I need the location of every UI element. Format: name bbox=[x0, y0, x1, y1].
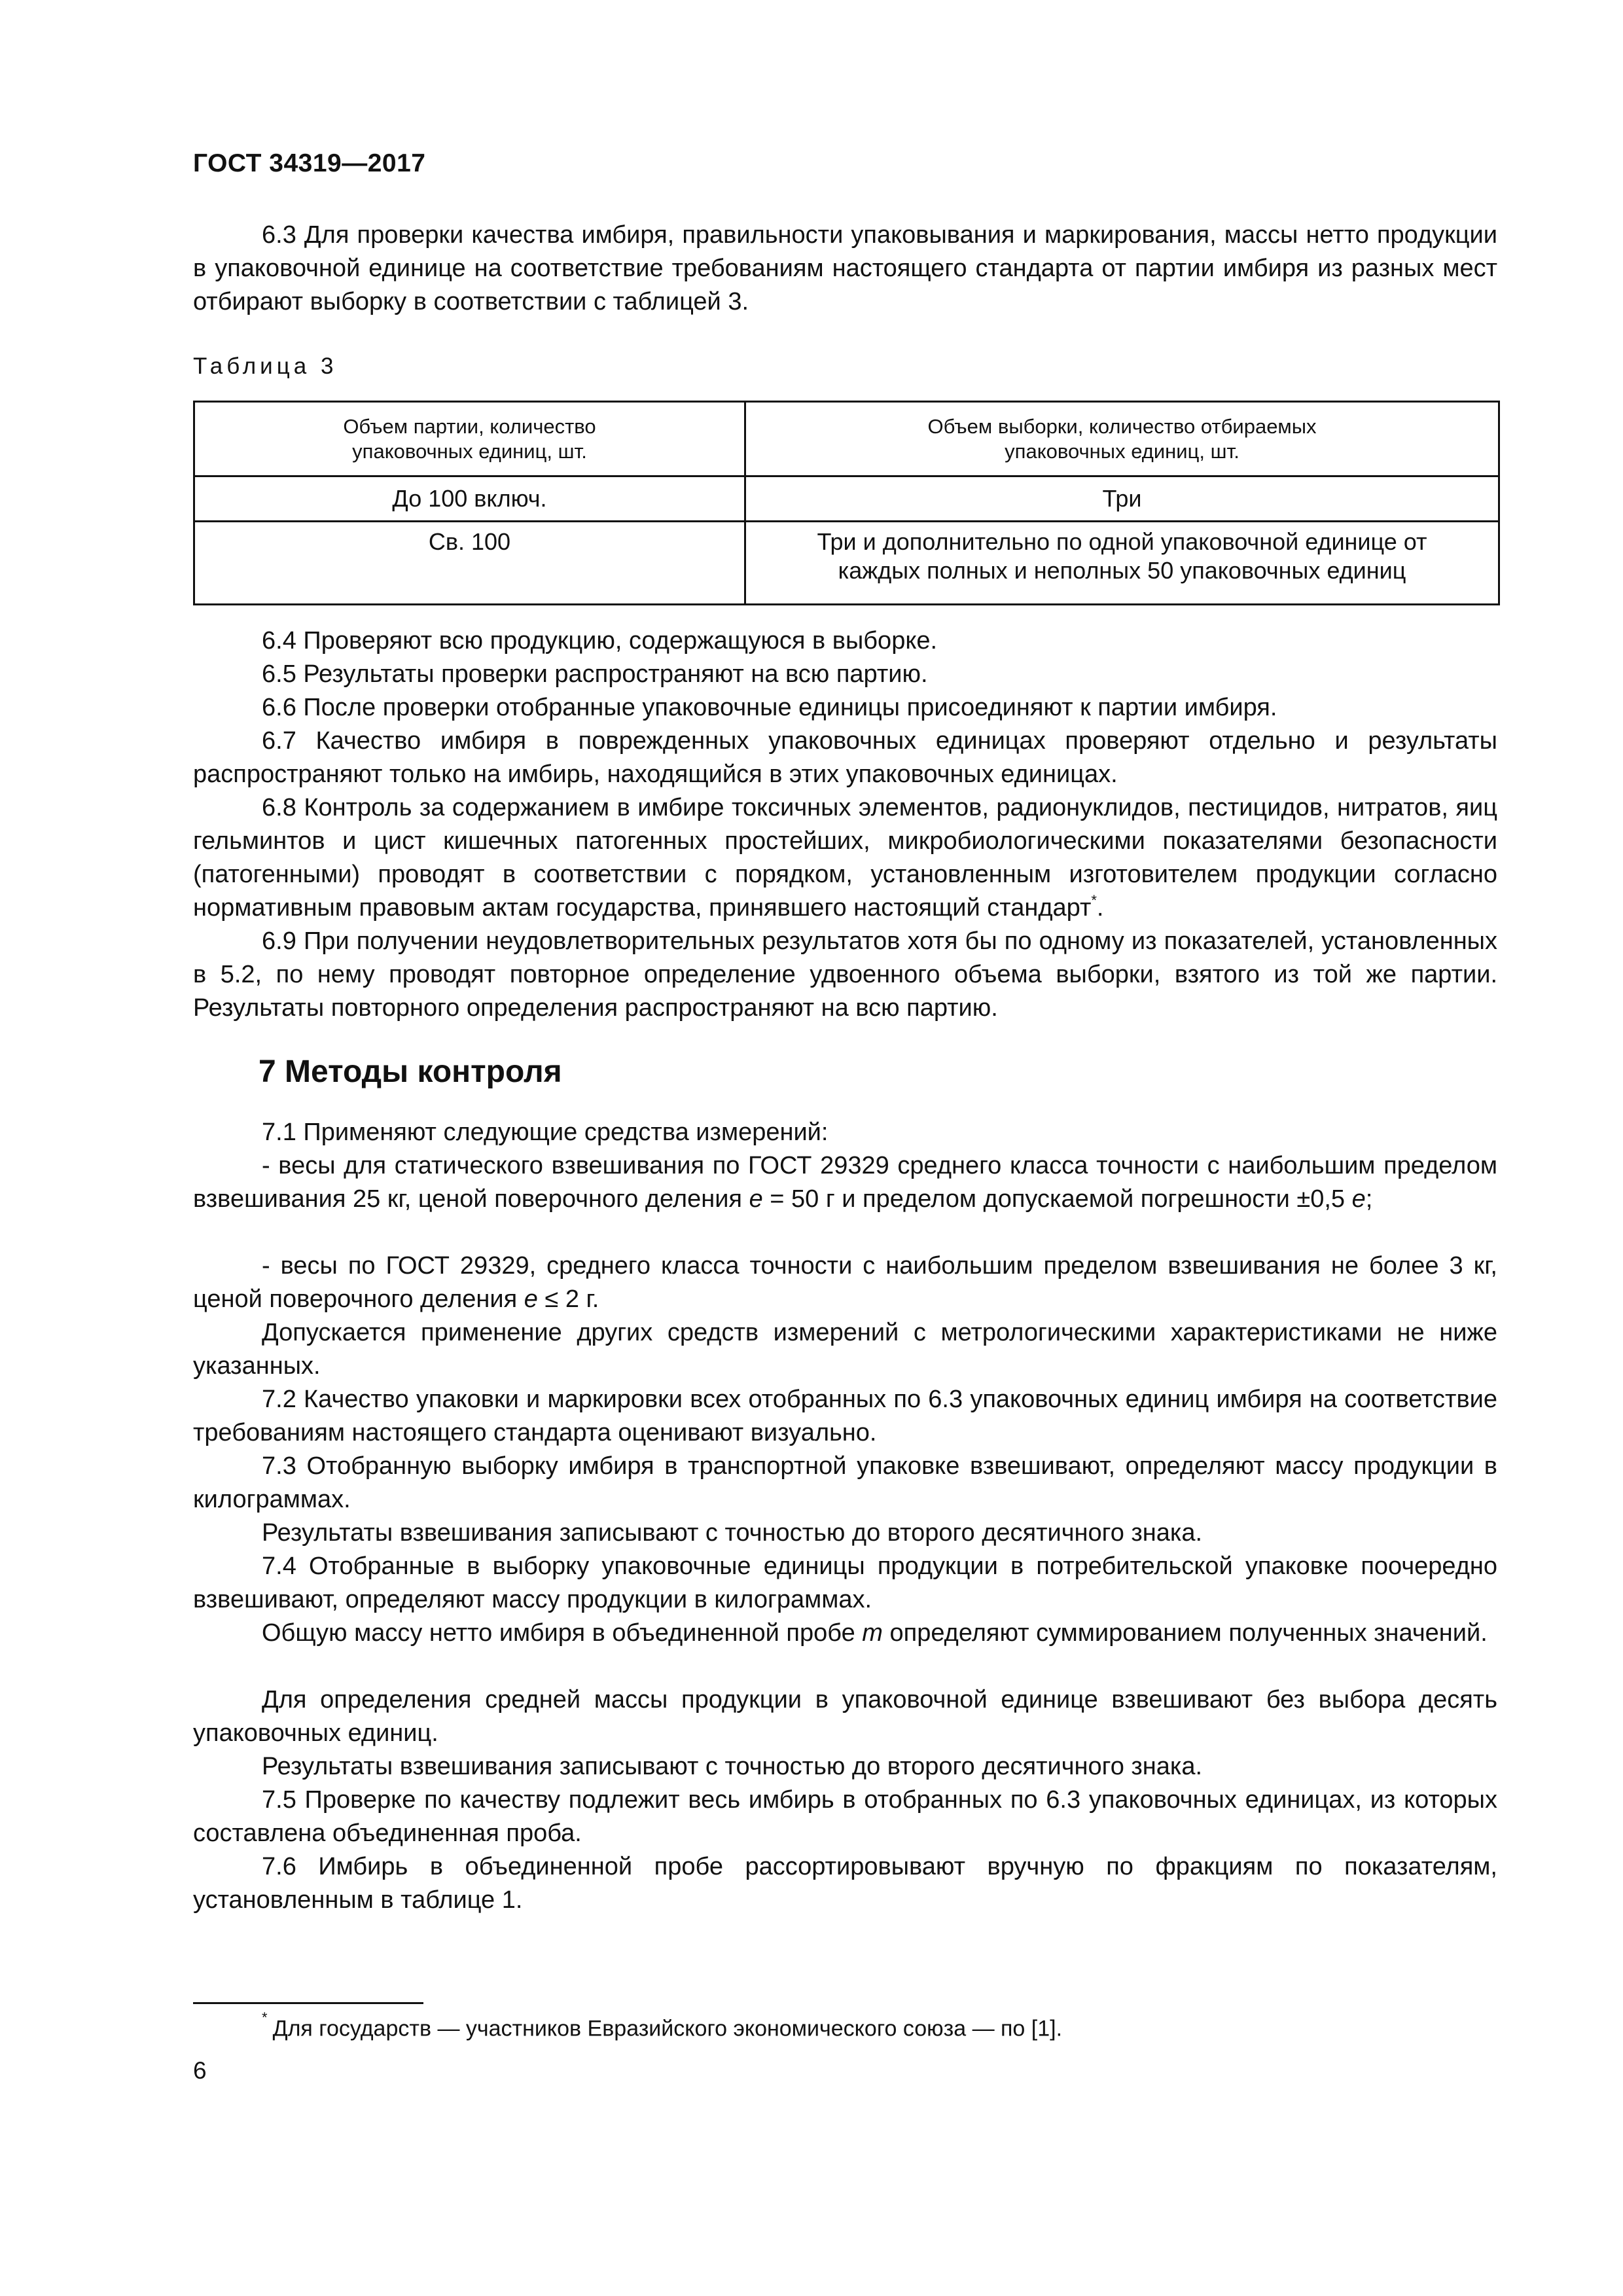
paragraph-6-9: 6.9 При получении неудовлетворительных результатов хотя бы по одному из показателей, установленных в 5.2, по нему проводят повторное определение удвоенного объема выборки, взятого из той же партии. Результаты повторного определения распространяют на всю партию. bbox=[193, 927, 1497, 1022]
variable-m: m bbox=[862, 1619, 883, 1647]
table-cell: До 100 включ. bbox=[194, 476, 745, 522]
paragraph-7-4-results: Результаты взвешивания записывают с точностью до второго десятичного знака. bbox=[262, 1753, 1203, 1780]
footnote-divider bbox=[193, 2002, 423, 2004]
variable-e: е bbox=[749, 1185, 763, 1213]
paragraph-7-3: 7.3 Отобранную выборку имбиря в транспортной упаковке взвешивают, определяют массу продукции в килограммах. bbox=[193, 1452, 1497, 1513]
document-header: ГОСТ 34319—2017 bbox=[193, 149, 426, 177]
table-3 bbox=[193, 401, 1500, 605]
paragraph-6-8-text: 6.8 Контроль за содержанием в имбире токсичных элементов, радионуклидов, пестицидов, нитратов, яиц гельминтов и цист кишечных патогенных простейших, микробиологическими показателями безопасности (патогенными) проводят в соответствии с порядком, установленным изготовителем продукции согласно нормативным правовым актам государства, принявшего настоящий стандарт bbox=[193, 794, 1497, 922]
footnote bbox=[262, 2009, 1063, 2041]
paragraph-7-6: 7.6 Имбирь в объединенной пробе рассортировывают вручную по фракциям по показателям, установленным в таблице 1. bbox=[193, 1853, 1497, 1914]
paragraph-7-1: 7.1 Применяют следующие средства измерений: bbox=[262, 1119, 829, 1146]
paragraph-7-5: 7.5 Проверке по качеству подлежит весь имбирь в отобранных по 6.3 упаковочных единицах, из которых составлена объединенная проба. bbox=[193, 1786, 1497, 1847]
footnote-text: Для государств — участников Евразийского экономического союза — по [1]. bbox=[272, 2016, 1063, 2041]
paragraph-7-4-total-mass bbox=[193, 1617, 1497, 1650]
paragraph-6-8-end: . bbox=[1096, 894, 1104, 922]
section-title: 7 Методы контроля bbox=[259, 1054, 562, 1089]
table-cell: Три и дополнительно по одной упаковочной единице от каждых полных и неполных 50 упаковочных единиц bbox=[745, 522, 1499, 605]
table-header-cell: Объем партии, количество упаковочных единиц, шт. bbox=[194, 402, 745, 476]
list-item-text: = 50 г и пределом допускаемой погрешности ±0,5 bbox=[762, 1185, 1352, 1213]
paragraph-6-5: 6.5 Результаты проверки распространяют на всю партию. bbox=[262, 660, 928, 688]
paragraph-7-4: 7.4 Отобранные в выборку упаковочные единицы продукции в потребительской упаковке поочередно взвешивают, определяют массу продукции в килограммах. bbox=[193, 1552, 1497, 1613]
list-item-text: ; bbox=[1365, 1185, 1373, 1213]
list-item-scales-25kg bbox=[193, 1149, 1497, 1216]
paragraph-7-1-note: Допускается применение других средств измерений с метрологическими характеристиками не ниже указанных. bbox=[193, 1319, 1497, 1380]
table-row bbox=[194, 476, 1499, 522]
paragraph-6-6: 6.6 После проверки отобранные упаковочные единицы присоединяют к партии имбиря. bbox=[262, 694, 1277, 721]
footnote-mark: * bbox=[262, 2009, 268, 2026]
paragraph-text: Общую массу нетто имбиря в объединенной пробе bbox=[262, 1619, 863, 1647]
paragraph-text: определяют суммированием полученных значений. bbox=[882, 1619, 1488, 1647]
paragraph-7-4-average-mass: Для определения средней массы продукции в упаковочной единице взвешивают без выбора десять упаковочных единиц. bbox=[193, 1686, 1497, 1747]
paragraph-7-2: 7.2 Качество упаковки и маркировки всех отобранных по 6.3 упаковочных единиц имбиря на соответствие требованиям настоящего стандарта оценивают визуально. bbox=[193, 1386, 1497, 1446]
list-item-scales-3kg bbox=[193, 1249, 1497, 1316]
table-row bbox=[194, 522, 1499, 605]
paragraph-6-4: 6.4 Проверяют всю продукцию, содержащуюся в выборке. bbox=[262, 627, 938, 655]
paragraph-6-8 bbox=[193, 791, 1497, 925]
table-header-row bbox=[194, 402, 1499, 476]
variable-e: е bbox=[524, 1285, 538, 1313]
paragraph-6-3: 6.3 Для проверки качества имбиря, правильности упаковывания и маркирования, массы нетто продукции в упаковочной единице на соответствие требованиям настоящего стандарта от партии имбиря из разных мест отбирают выборку в соответствии с таблицей 3. bbox=[193, 221, 1497, 315]
paragraph-7-3-results: Результаты взвешивания записывают с точностью до второго десятичного знака. bbox=[262, 1519, 1203, 1547]
table-cell: Св. 100 bbox=[194, 522, 745, 605]
table-caption: Таблица 3 bbox=[193, 353, 338, 379]
footnote-reference: * bbox=[1091, 892, 1097, 909]
page-number: 6 bbox=[193, 2057, 207, 2084]
table-header-cell: Объем выборки, количество отбираемых упаковочных единиц, шт. bbox=[745, 402, 1499, 476]
list-item-text: ≤ 2 г. bbox=[537, 1285, 599, 1313]
list-item-text: - весы для статического взвешивания по ГОСТ 29329 среднего класса точности с наибольшим пределом взвешивания 25 кг, ценой поверочного деления bbox=[193, 1152, 1497, 1213]
table-cell: Три bbox=[745, 476, 1499, 522]
variable-e: е bbox=[1351, 1185, 1366, 1213]
list-item-text: - весы по ГОСТ 29329, среднего класса точности с наибольшим пределом взвешивания не более 3 кг, ценой поверочного деления bbox=[193, 1252, 1497, 1313]
paragraph-6-7: 6.7 Качество имбиря в поврежденных упаковочных единицах проверяют отдельно и результаты распространяют только на имбирь, находящийся в этих упаковочных единицах. bbox=[193, 727, 1497, 788]
